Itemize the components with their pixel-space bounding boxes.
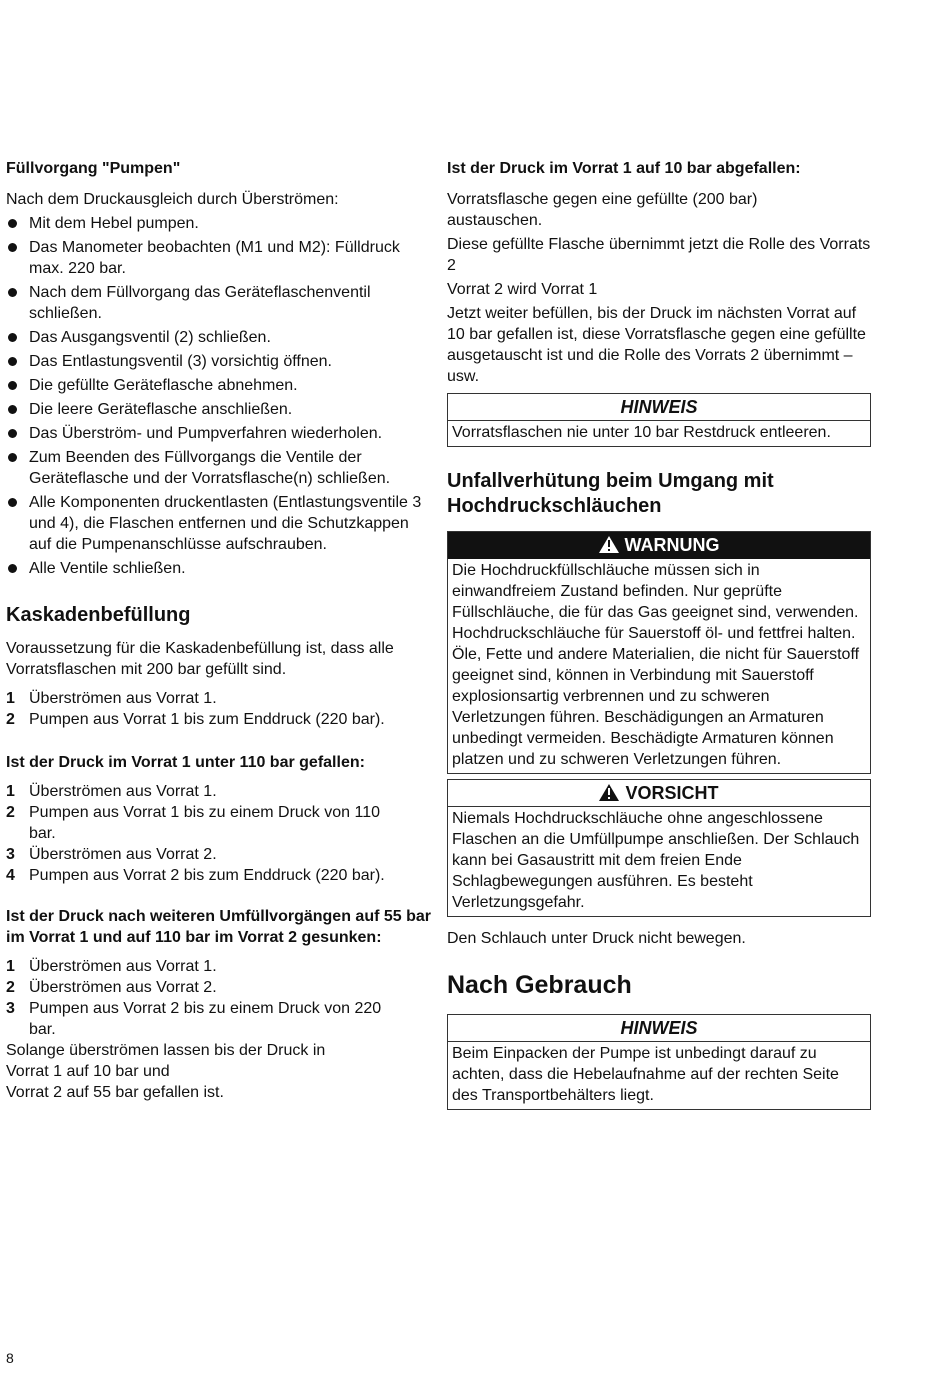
bullet-item: Alle Komponenten druckentlasten (Entlastungsventile 3 und 4), die Flaschen entfernen und die Schutzkappen auf die Pumpenanschlüsse aufschrauben. — [6, 492, 431, 555]
bullet-item: Nach dem Füllvorgang das Geräteflaschenventil schließen. — [6, 282, 431, 324]
warnung-box — [447, 531, 871, 774]
warnung-title: WARNUNG — [624, 535, 720, 555]
heading-druck-55: Ist der Druck nach weiteren Umfüllvorgängen auf 55 bar im Vorrat 1 und auf 110 bar im Vorrat 2 gesunken: — [6, 908, 431, 946]
solange-line: Solange überströmen lassen bis der Druck in — [6, 1042, 326, 1059]
bullet-item: Zum Beenden des Füllvorgangs die Ventile der Geräteflasche und der Vorratsflasche(n) schließen. — [6, 447, 431, 489]
steps-110 — [6, 781, 431, 886]
right-column — [447, 158, 872, 1110]
list-item: 3 Überströmen aus Vorrat 2. — [6, 846, 217, 863]
warnung-header — [448, 532, 870, 559]
paragraph-rolle: Diese gefüllte Flasche übernimmt jetzt die Rolle des Vorrats 2 — [447, 236, 871, 274]
paragraph-schlauch: Den Schlauch unter Druck nicht bewegen. — [447, 930, 746, 947]
kaskade-steps — [6, 688, 431, 730]
paragraph-austauschen: Vorratsflasche gegen eine gefüllte (200 bar) austauschen. — [447, 191, 758, 229]
vorsicht-text: Niemals Hochdruckschläuche ohne angeschlossene Flaschen an die Umfüllpumpe anschließen. Der Schlauch kann bei Gasaustritt mit dem freien Ende Schlagbewegungen ausführen. Es besteht Verletzungsgefahr. — [452, 810, 860, 911]
bullet-item: Das Manometer beobachten (M1 und M2): Fülldruck max. 220 bar. — [6, 237, 431, 279]
bullet-item: Das Überström- und Pumpverfahren wiederholen. — [6, 423, 431, 444]
hinweis-box-einpacken — [447, 1014, 871, 1110]
warnung-text: Die Hochdruckfüllschläuche müssen sich in einwandfreiem Zustand befinden. Nur geprüfte Füllschläuche, die für das Gas geeignet sind, verwenden. Hochdruckschläuche für Sauerstoff öl- und fettfrei halten. Öle, Fette und andere Materialien, die nicht für Sauerstoff geeignet sind, können in Verbindung mit Sauerstoff explosionsartig verbrennen und zu schweren Verletzungen führen. Beschädigungen an Armaturen unbedingt vermeiden. Beschädigte Armaturen können platzen und zu schweren Verletzungen führen. — [452, 562, 860, 768]
list-item: 1 Überströmen aus Vorrat 1. — [6, 690, 217, 707]
pumpen-bullet-list — [6, 213, 431, 579]
warning-triangle-icon — [599, 536, 619, 553]
bullet-item: Mit dem Hebel pumpen. — [6, 213, 431, 234]
pumpen-intro: Nach dem Druckausgleich durch Überströmen: — [6, 191, 339, 208]
page-number: 8 — [6, 1350, 14, 1366]
list-item: 4 Pumpen aus Vorrat 2 bis zum Enddruck (220 bar). — [6, 867, 385, 884]
kaskade-intro: Voraussetzung für die Kaskadenbefüllung ist, dass alle Vorratsflaschen mit 200 bar gefüllt sind. — [6, 640, 394, 678]
list-item: 3 Pumpen aus Vorrat 2 bis zu einem Druck von 220 bar. — [6, 1000, 382, 1038]
vorsicht-title: VORSICHT — [625, 783, 719, 803]
paragraph-weiter-befuellen: Jetzt weiter befüllen, bis der Druck im nächsten Vorrat auf 10 bar gefallen ist, diese Vorratsflasche gegen eine gefüllte ausgetauscht ist und die Rolle des Vorrats 2 übernimmt – usw. — [447, 305, 866, 385]
bullet-item: Das Entlastungsventil (3) vorsichtig öffnen. — [6, 351, 431, 372]
bullet-item: Alle Ventile schließen. — [6, 558, 431, 579]
list-item: 2 Pumpen aus Vorrat 1 bis zum Enddruck (220 bar). — [6, 711, 385, 728]
paragraph-vorrat-wechsel: Vorrat 2 wird Vorrat 1 — [447, 281, 598, 298]
vorsicht-header — [448, 780, 870, 807]
bullet-item: Das Ausgangsventil (2) schließen. — [6, 327, 431, 348]
heading-kaskadenbefuellung: Kaskadenbefüllung — [6, 604, 191, 626]
left-column — [6, 158, 431, 1103]
list-item: 2 Pumpen aus Vorrat 1 bis zu einem Druck von 110 bar. — [6, 804, 380, 842]
steps-55 — [6, 956, 431, 1040]
bullet-item: Die gefüllte Geräteflasche abnehmen. — [6, 375, 431, 396]
hinweis-title: HINWEIS — [448, 394, 870, 421]
hinweis-text: Beim Einpacken der Pumpe ist unbedingt darauf zu achten, dass die Hebelaufnahme auf der rechten Seite des Transportbehälters liegt. — [452, 1045, 839, 1104]
heading-druck-110: Ist der Druck im Vorrat 1 unter 110 bar gefallen: — [6, 754, 365, 771]
solange-line: Vorrat 2 auf 55 bar gefallen ist. — [6, 1084, 224, 1101]
vorsicht-box — [447, 779, 871, 917]
solange-paragraph — [6, 1040, 431, 1103]
list-item: 1 Überströmen aus Vorrat 1. — [6, 958, 217, 975]
list-item: 1 Überströmen aus Vorrat 1. — [6, 783, 217, 800]
heading-fuellvorgang-pumpen: Füllvorgang "Pumpen" — [6, 160, 181, 177]
bullet-item: Die leere Geräteflasche anschließen. — [6, 399, 431, 420]
heading-unfallverhuetung: Unfallverhütung beim Umgang mit Hochdruckschläuchen — [447, 470, 774, 517]
hinweis-title: HINWEIS — [448, 1015, 870, 1042]
heading-druck-10: Ist der Druck im Vorrat 1 auf 10 bar abgefallen: — [447, 160, 801, 177]
heading-nach-gebrauch: Nach Gebrauch — [447, 971, 632, 999]
list-item: 2 Überströmen aus Vorrat 2. — [6, 979, 217, 996]
solange-line: Vorrat 1 auf 10 bar und — [6, 1063, 170, 1080]
hinweis-text: Vorratsflaschen nie unter 10 bar Restdruck entleeren. — [452, 424, 831, 441]
hinweis-box-restdruck — [447, 393, 871, 447]
warning-triangle-icon — [599, 784, 619, 801]
